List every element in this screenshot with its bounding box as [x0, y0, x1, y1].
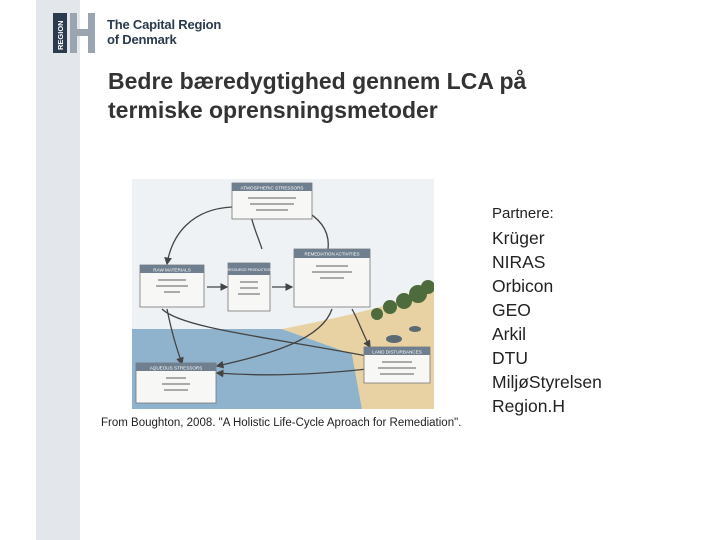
aqueous-stressors-box: [136, 363, 216, 403]
partner-item: Orbicon: [492, 276, 554, 296]
organization-name: [107, 17, 221, 47]
partner-item: NIRAS: [492, 252, 546, 272]
partner-item: Krüger: [492, 228, 545, 248]
h-bar-middle: [77, 29, 88, 36]
partner-item: DTU: [492, 348, 528, 368]
remediation-activities-label: REMEDIATION ACTIVITIES: [304, 251, 360, 257]
partner-item: Region.H: [492, 396, 565, 416]
resource-production-label: RESOURCE PRODUCTION: [226, 268, 272, 272]
side-strip: [36, 0, 80, 540]
h-bar-right: [88, 13, 95, 53]
remediation-activities-box: [294, 249, 370, 307]
partners-heading: Partnere:: [492, 205, 554, 222]
lifecycle-diagram-figure: [132, 179, 434, 409]
raw-materials-label: RAW MATERIALS: [153, 267, 191, 273]
slide-title-line2: termiske oprensningsmetoder: [108, 97, 438, 123]
aqueous-stressors-label: AQUEOUS STRESSORS: [149, 365, 203, 371]
organization-name-line1: The Capital Region: [107, 17, 222, 32]
h-bar-left: [70, 13, 77, 53]
partner-item: MiljøStyrelsen: [492, 372, 602, 392]
atmospheric-stressors-box: [232, 183, 312, 219]
organization-name-line2: of Denmark: [107, 32, 177, 47]
slide-title-line1: Bedre bæredygtighed gennem LCA på: [108, 68, 527, 94]
resource-production-box: [226, 263, 272, 311]
raw-materials-box: [140, 265, 204, 307]
slide-title: [108, 67, 668, 125]
partners-list: [492, 226, 602, 418]
atmospheric-stressors-label: ATMOSPHERIC STRESSORS: [240, 185, 304, 191]
region-h-logo: [53, 13, 95, 53]
region-badge-text: REGION: [56, 20, 65, 50]
land-disturbances-box: [364, 347, 430, 383]
partner-item: Arkil: [492, 324, 527, 344]
figure-caption: From Boughton, 2008. "A Holistic Life-Cycle Aproach for Remediation".: [101, 417, 462, 429]
land-disturbances-label: LAND DISTURBANCES: [372, 349, 422, 355]
partner-item: GEO: [492, 300, 531, 320]
